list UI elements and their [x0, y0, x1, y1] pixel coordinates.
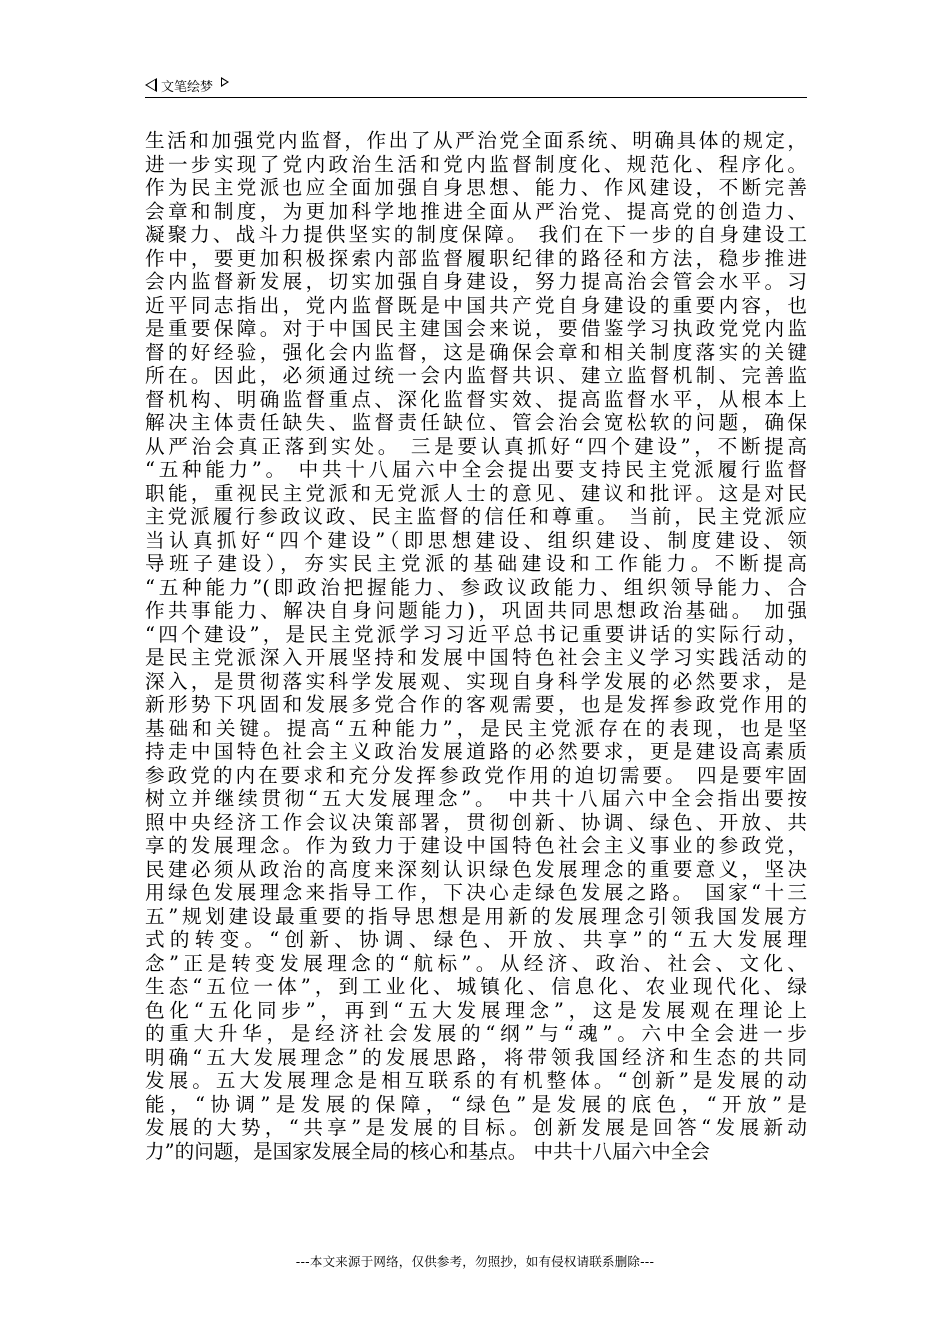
page-header — [145, 74, 807, 96]
page-footer: ---本文来源于网络，仅供参考，勿照抄，如有侵权请联系删除--- — [295, 1254, 655, 1269]
triangle-left-icon — [145, 78, 157, 92]
text-line: “五种能力”。 中共十八届六中全会提出要支持民主党派履行监督 — [145, 458, 807, 481]
text-line: 发展的大势，“共享”是发展的目标。创新发展是回答“发展新动 — [145, 1116, 807, 1139]
text-line: 树立并继续贯彻“五大发展理念”。 中共十八届六中全会指出要按 — [145, 787, 807, 810]
text-line: 能，“协调”是发展的保障，“绿色”是发展的底色，“开放”是 — [145, 1092, 807, 1116]
text-line: 是民主党派深入开展坚持和发展中国特色社会主义学习实践活动的 — [145, 646, 807, 669]
text-line: 所在。因此，必须通过统一会内监督共识、建立监督机制、完善监 — [145, 364, 807, 387]
text-line: 民建必须从政治的高度来深刻认识绿色发展理念的重要意义，坚决 — [145, 857, 807, 881]
text-line: 基础和关键。提高“五种能力”，是民主党派存在的表现，也是坚 — [145, 716, 807, 740]
text-line: “四个建设”，是民主党派学习习近平总书记重要讲话的实际行动， — [145, 622, 807, 646]
text-line: 用绿色发展理念来指导工作，下决心走绿色发展之路。 国家“十三 — [145, 881, 807, 904]
text-line: 五”规划建设最重要的指导思想是用新的发展理念引领我国发展方 — [145, 904, 807, 928]
text-line: 作中，要更加积极探索内部监督履职纪律的路径和方法，稳步推进 — [145, 246, 807, 270]
text-line: 享的发展理念。作为致力于建设中国特色社会主义事业的参政党， — [145, 834, 807, 857]
text-line: 进一步实现了党内政治生活和党内监督制度化、规范化、程序化。 — [145, 152, 807, 176]
text-line: 念”正是转变发展理念的“航标”。从经济、政治、社会、文化、 — [145, 951, 807, 975]
text-line: 明确“五大发展理念”的发展思路，将带领我国经济和生态的共同 — [145, 1045, 807, 1069]
text-line: 的重大升华，是经济社会发展的“纲”与“魂”。六中全会进一步 — [145, 1022, 807, 1045]
text-line: 生活和加强党内监督，作出了从严治党全面系统、明确具体的规定， — [145, 129, 807, 152]
text-line: 督机构、明确监督重点、深化监督实效、提高监督水平，从根本上 — [145, 387, 807, 411]
text-line: 是重要保障。对于中国民主建国会来说，要借鉴学习执政党党内监 — [145, 317, 807, 340]
text-line: 式的转变。“创新、协调、绿色、开放、共享”的“五大发展理 — [145, 928, 807, 951]
header-divider — [145, 97, 807, 98]
text-line: 力”的问题，是国家发展全局的核心和基点。 中共十八届六中全会 — [145, 1139, 710, 1163]
text-line: 督的好经验，强化会内监督，这是确保会章和相关制度落实的关键 — [145, 340, 807, 364]
text-line: 色化“五化同步”，再到“五大发展理念”，这是发展观在理论上 — [145, 998, 807, 1022]
text-line: 作为民主党派也应全面加强自身思想、能力、作风建设，不断完善 — [145, 176, 807, 199]
triangle-right-icon — [221, 77, 229, 87]
header-title: 文笔绘梦 — [161, 79, 214, 95]
text-line: 从严治会真正落到实处。 三是要认真抓好“四个建设”，不断提高 — [145, 434, 807, 458]
text-line: 新形势下巩固和发展多党合作的客观需要，也是发挥参政党作用的 — [145, 693, 807, 716]
text-line: 当认真抓好“四个建设”（即思想建设、组织建设、制度建设、领 — [145, 528, 807, 552]
text-line: 照中央经济工作会议决策部署，贯彻创新、协调、绿色、开放、共 — [145, 810, 807, 834]
text-line: 参政党的内在要求和充分发挥参政党作用的迫切需要。 四是要牢固 — [145, 763, 807, 787]
text-line: 导班子建设），夯实民主党派的基础建设和工作能力。不断提高 — [145, 552, 807, 575]
text-line: 深入，是贯彻落实科学发展观、实现自身科学发展的必然要求，是 — [145, 669, 807, 693]
text-line: 会内监督新发展，切实加强自身建设，努力提高治会管会水平。习 — [145, 270, 807, 293]
document-body — [145, 129, 807, 1163]
text-line: “五种能力”(即政治把握能力、参政议政能力、组织领导能力、合 — [145, 575, 807, 599]
text-line: 近平同志指出，党内监督既是中国共产党自身建设的重要内容，也 — [145, 293, 807, 317]
text-line: 持走中国特色社会主义政治发展道路的必然要求，更是建设高素质 — [145, 740, 807, 763]
text-line: 解决主体责任缺失、监督责任缺位、管会治会宽松软的问题，确保 — [145, 411, 807, 434]
text-line: 凝聚力、战斗力提供坚实的制度保障。 我们在下一步的自身建设工 — [145, 223, 807, 246]
text-line: 生态“五位一体”，到工业化、城镇化、信息化、农业现代化、绿 — [145, 975, 807, 998]
text-line: 主党派履行参政议政、民主监督的信任和尊重。 当前，民主党派应 — [145, 505, 807, 528]
text-line: 职能，重视民主党派和无党派人士的意见、建议和批评。这是对民 — [145, 481, 807, 505]
text-line: 作共事能力、解决自身问题能力)，巩固共同思想政治基础。 加强 — [145, 599, 807, 622]
text-line: 发展。五大发展理念是相互联系的有机整体。“创新”是发展的动 — [145, 1069, 807, 1092]
text-line: 会章和制度，为更加科学地推进全面从严治党、提高党的创造力、 — [145, 199, 807, 223]
